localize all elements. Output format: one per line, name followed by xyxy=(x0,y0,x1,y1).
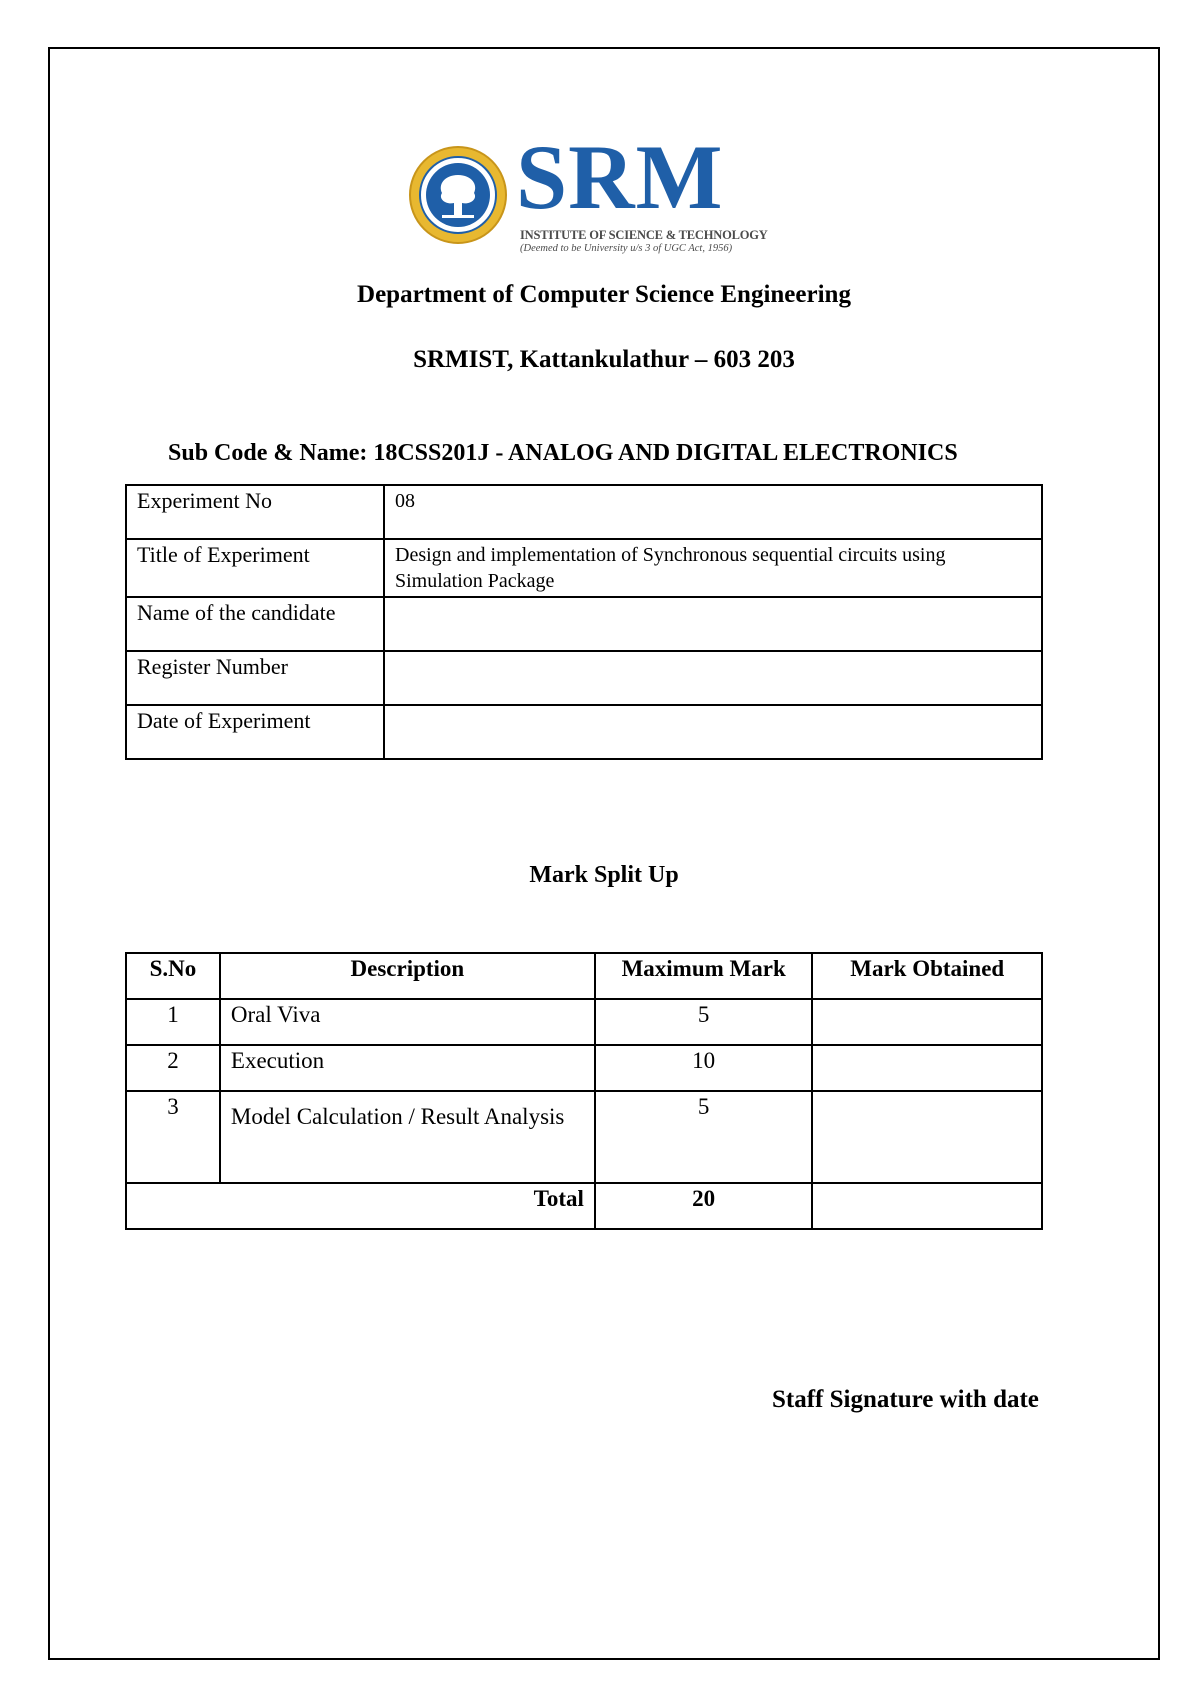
subject-code-name: Sub Code & Name: 18CSS201J - ANALOG AND DIGITAL ELECTRONICS xyxy=(168,440,958,466)
row-mark-obtained xyxy=(812,999,1042,1045)
header-max-mark: Maximum Mark xyxy=(595,953,813,999)
logo-subtitle: INSTITUTE OF SCIENCE & TECHNOLOGY xyxy=(520,228,768,242)
table-row xyxy=(126,999,1042,1045)
table-header-row xyxy=(126,953,1042,999)
info-value xyxy=(384,651,1042,705)
row-max-mark: 5 xyxy=(595,1091,813,1183)
header-description: Description xyxy=(220,953,595,999)
total-mark-obtained xyxy=(812,1183,1042,1229)
info-value xyxy=(384,597,1042,651)
department-heading: Department of Computer Science Engineering xyxy=(357,281,851,308)
logo-brand-text: SRM xyxy=(516,126,724,228)
info-row xyxy=(126,539,1042,597)
info-row xyxy=(126,485,1042,539)
total-row xyxy=(126,1183,1042,1229)
info-label: Experiment No xyxy=(126,485,384,539)
info-row xyxy=(126,597,1042,651)
staff-signature-label: Staff Signature with date xyxy=(772,1386,1039,1413)
info-label: Register Number xyxy=(126,651,384,705)
row-sno: 1 xyxy=(126,999,220,1045)
srm-logo xyxy=(408,126,768,260)
experiment-info-table xyxy=(125,484,1043,760)
row-description: Model Calculation / Result Analysis xyxy=(220,1091,595,1183)
header-sno: S.No xyxy=(126,953,220,999)
info-value: 08 xyxy=(384,485,1042,539)
mark-split-table xyxy=(125,952,1043,1230)
info-value: Design and implementation of Synchronous sequential circuits using Simulation Package xyxy=(384,539,1042,597)
header-mark-obtained: Mark Obtained xyxy=(812,953,1042,999)
row-max-mark: 10 xyxy=(595,1045,813,1091)
srm-seal-icon xyxy=(408,145,508,245)
info-label: Title of Experiment xyxy=(126,539,384,597)
row-sno: 2 xyxy=(126,1045,220,1091)
row-description: Execution xyxy=(220,1045,595,1091)
info-label: Name of the candidate xyxy=(126,597,384,651)
mark-split-title: Mark Split Up xyxy=(529,862,679,888)
table-row xyxy=(126,1045,1042,1091)
info-row xyxy=(126,705,1042,759)
info-row xyxy=(126,651,1042,705)
row-mark-obtained xyxy=(812,1045,1042,1091)
row-sno: 3 xyxy=(126,1091,220,1183)
info-label: Date of Experiment xyxy=(126,705,384,759)
table-row xyxy=(126,1091,1042,1183)
campus-heading: SRMIST, Kattankulathur – 603 203 xyxy=(413,346,795,373)
logo-tagline: (Deemed to be University u/s 3 of UGC Act, 1956) xyxy=(520,243,733,254)
total-label: Total xyxy=(126,1183,595,1229)
row-max-mark: 5 xyxy=(595,999,813,1045)
total-max-mark: 20 xyxy=(595,1183,813,1229)
info-value xyxy=(384,705,1042,759)
row-description: Oral Viva xyxy=(220,999,595,1045)
row-mark-obtained xyxy=(812,1091,1042,1183)
